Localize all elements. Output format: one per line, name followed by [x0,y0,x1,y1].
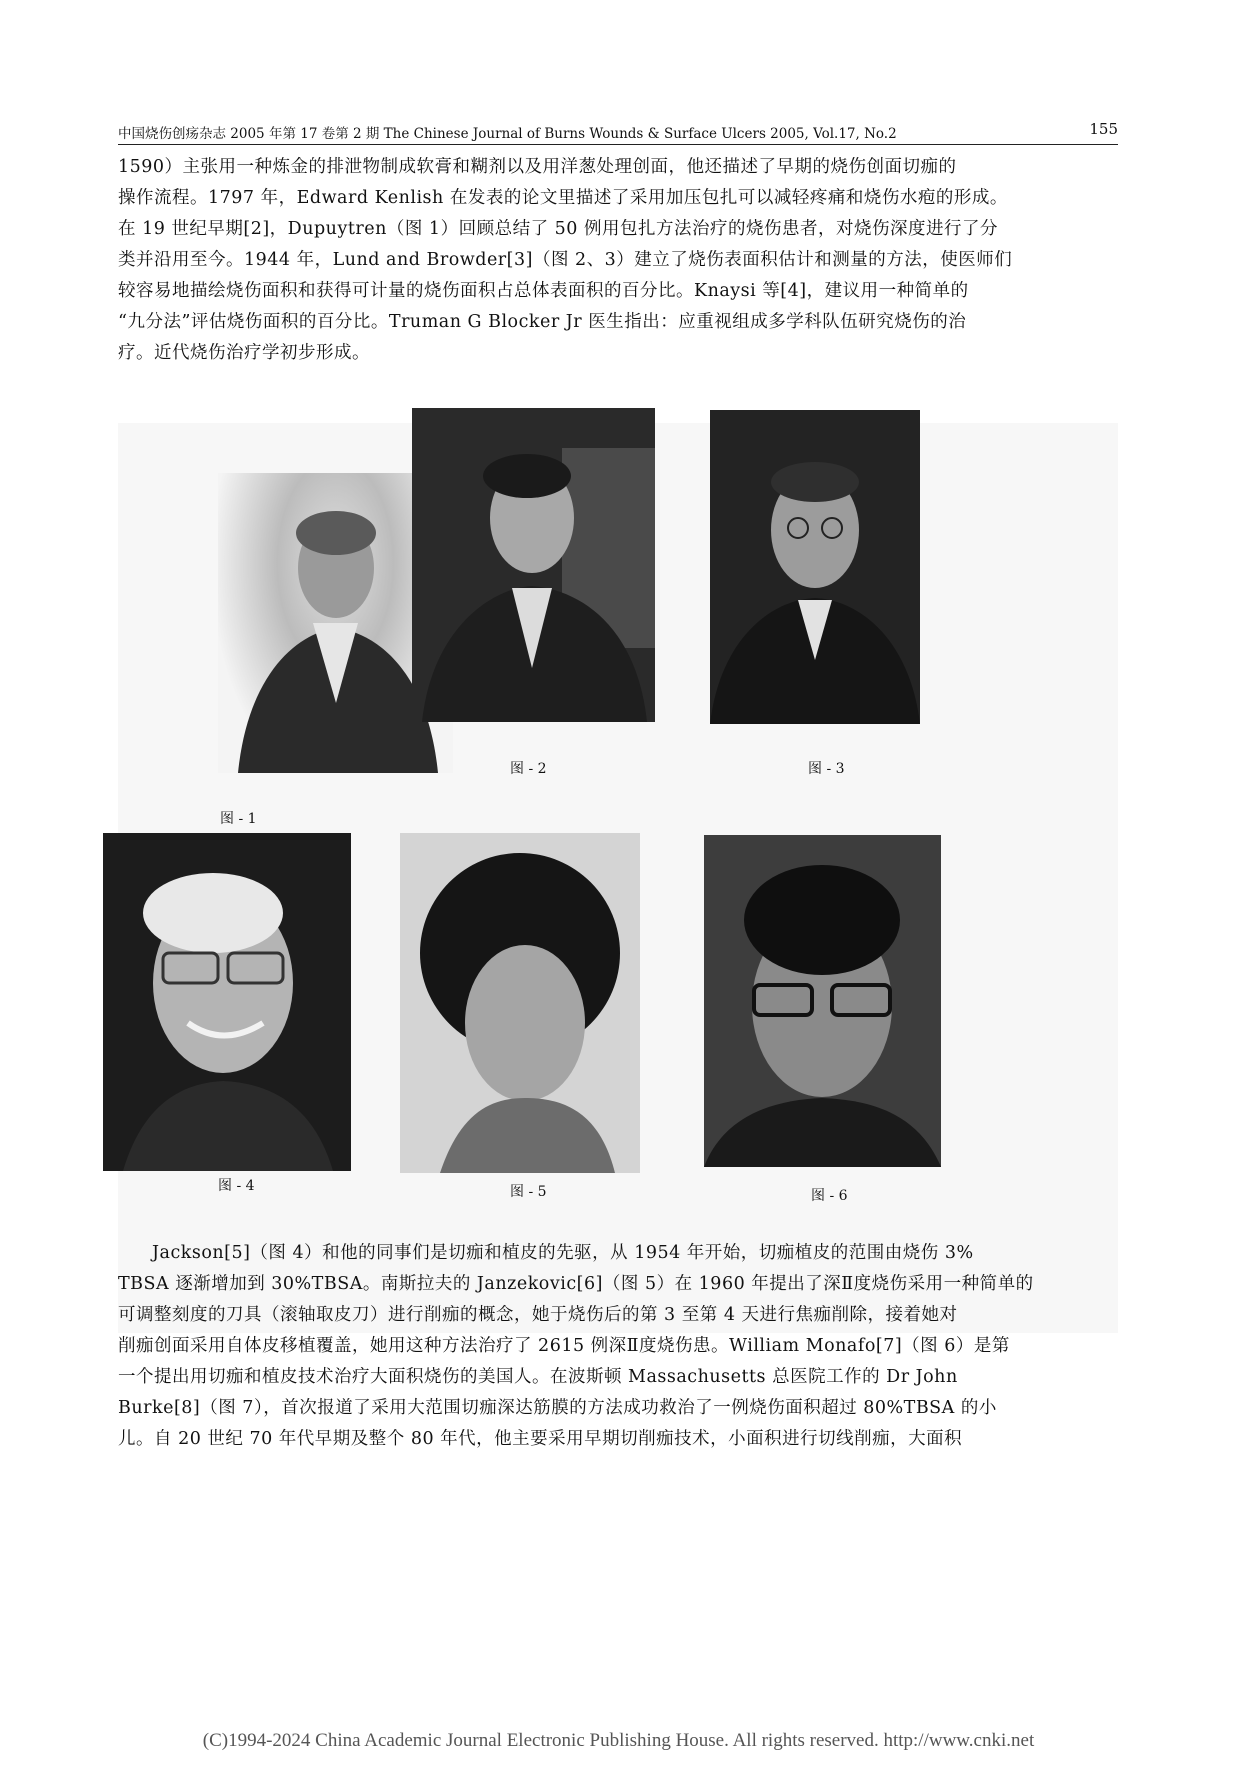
figure-caption-2: 图 - 2 [510,761,547,777]
figure-caption-4: 图 - 4 [218,1178,255,1194]
figure-caption-6: 图 - 6 [811,1188,848,1204]
text-line: 类并沿用至今。1944 年，Lund and Browder[3]（图 2、3）建立了烧伤表面积估计和测量的方法，使医师们 [118,250,1013,270]
body-paragraph-1 [118,152,1118,369]
text-line: 较容易地描绘烧伤面积和获得可计量的烧伤面积占总体表面积的百分比。Knaysi 等[4]，建议用一种简单的 [118,281,969,301]
text-line: 可调整刻度的刀具（滚轴取皮刀）进行削痂的概念，她于烧伤后的第 3 至第 4 天进行焦痂削除，接着她对 [118,1305,958,1325]
journal-running-title: 中国烧伤创疡杂志 2005 年第 17 卷第 2 期 The Chinese Journal of Burns Wounds & Surface Ulcers 2005, Vol.17, No.2 [118,126,897,142]
page-number: 155 [1089,120,1118,138]
figure-caption-1: 图 - 1 [220,811,257,827]
portrait-photo-3 [710,410,920,724]
text-line: 1590）主张用一种炼金的排泄物制成软膏和糊剂以及用洋葱处理创面，他还描述了早期的烧伤创面切痂的 [118,157,957,177]
text-line: TBSA 逐渐增加到 30%TBSA。南斯拉夫的 Janzekovic[6]（图 5）在 1960 年提出了深Ⅱ度烧伤采用一种简单的 [118,1274,1034,1294]
running-header [118,122,1118,145]
text-line: 一个提出用切痂和植皮技术治疗大面积烧伤的美国人。在波斯顿 Massachusetts 总医院工作的 Dr John [118,1367,958,1387]
figure-caption-5: 图 - 5 [510,1184,547,1200]
portrait-photo-4 [103,833,351,1171]
figure-caption-3: 图 - 3 [808,761,845,777]
text-line: Burke[8]（图 7），首次报道了采用大范围切痂深达筋膜的方法成功救治了一例烧伤面积超过 80%TBSA 的小 [118,1398,997,1418]
body-paragraph-2 [118,1238,1118,1455]
portrait-photo-5 [400,833,640,1173]
text-line: “九分法”评估烧伤面积的百分比。Truman G Blocker Jr 医生指出：应重视组成多学科队伍研究烧伤的治 [118,312,967,332]
text-line: 疗。近代烧伤治疗学初步形成。 [118,343,370,363]
copyright-footer: (C)1994-2024 China Academic Journal Electronic Publishing House. All rights reserved. http://www.cnki.net [202,1730,1035,1751]
text-line: 儿。自 20 世纪 70 年代早期及整个 80 年代，他主要采用早期切削痂技术，小面积进行切线削痂，大面积 [118,1429,963,1449]
text-line: 操作流程。1797 年，Edward Kenlish 在发表的论文里描述了采用加压包扎可以减轻疼痛和烧伤水疱的形成。 [118,188,1008,208]
portrait-photo-6 [704,835,941,1167]
text-line: 在 19 世纪早期[2]，Dupuytren（图 1）回顾总结了 50 例用包扎方法治疗的烧伤患者，对烧伤深度进行了分 [118,219,998,239]
portrait-photo-2 [412,408,655,722]
text-line: 削痂创面采用自体皮移植覆盖，她用这种方法治疗了 2615 例深Ⅱ度烧伤患。William Monafo[7]（图 6）是第 [118,1336,1010,1356]
text-line: Jackson[5]（图 4）和他的同事们是切痂和植皮的先驱，从 1954 年开始，切痂植皮的范围由烧伤 3% [152,1243,974,1263]
portrait-figure-panel [118,423,1118,1333]
